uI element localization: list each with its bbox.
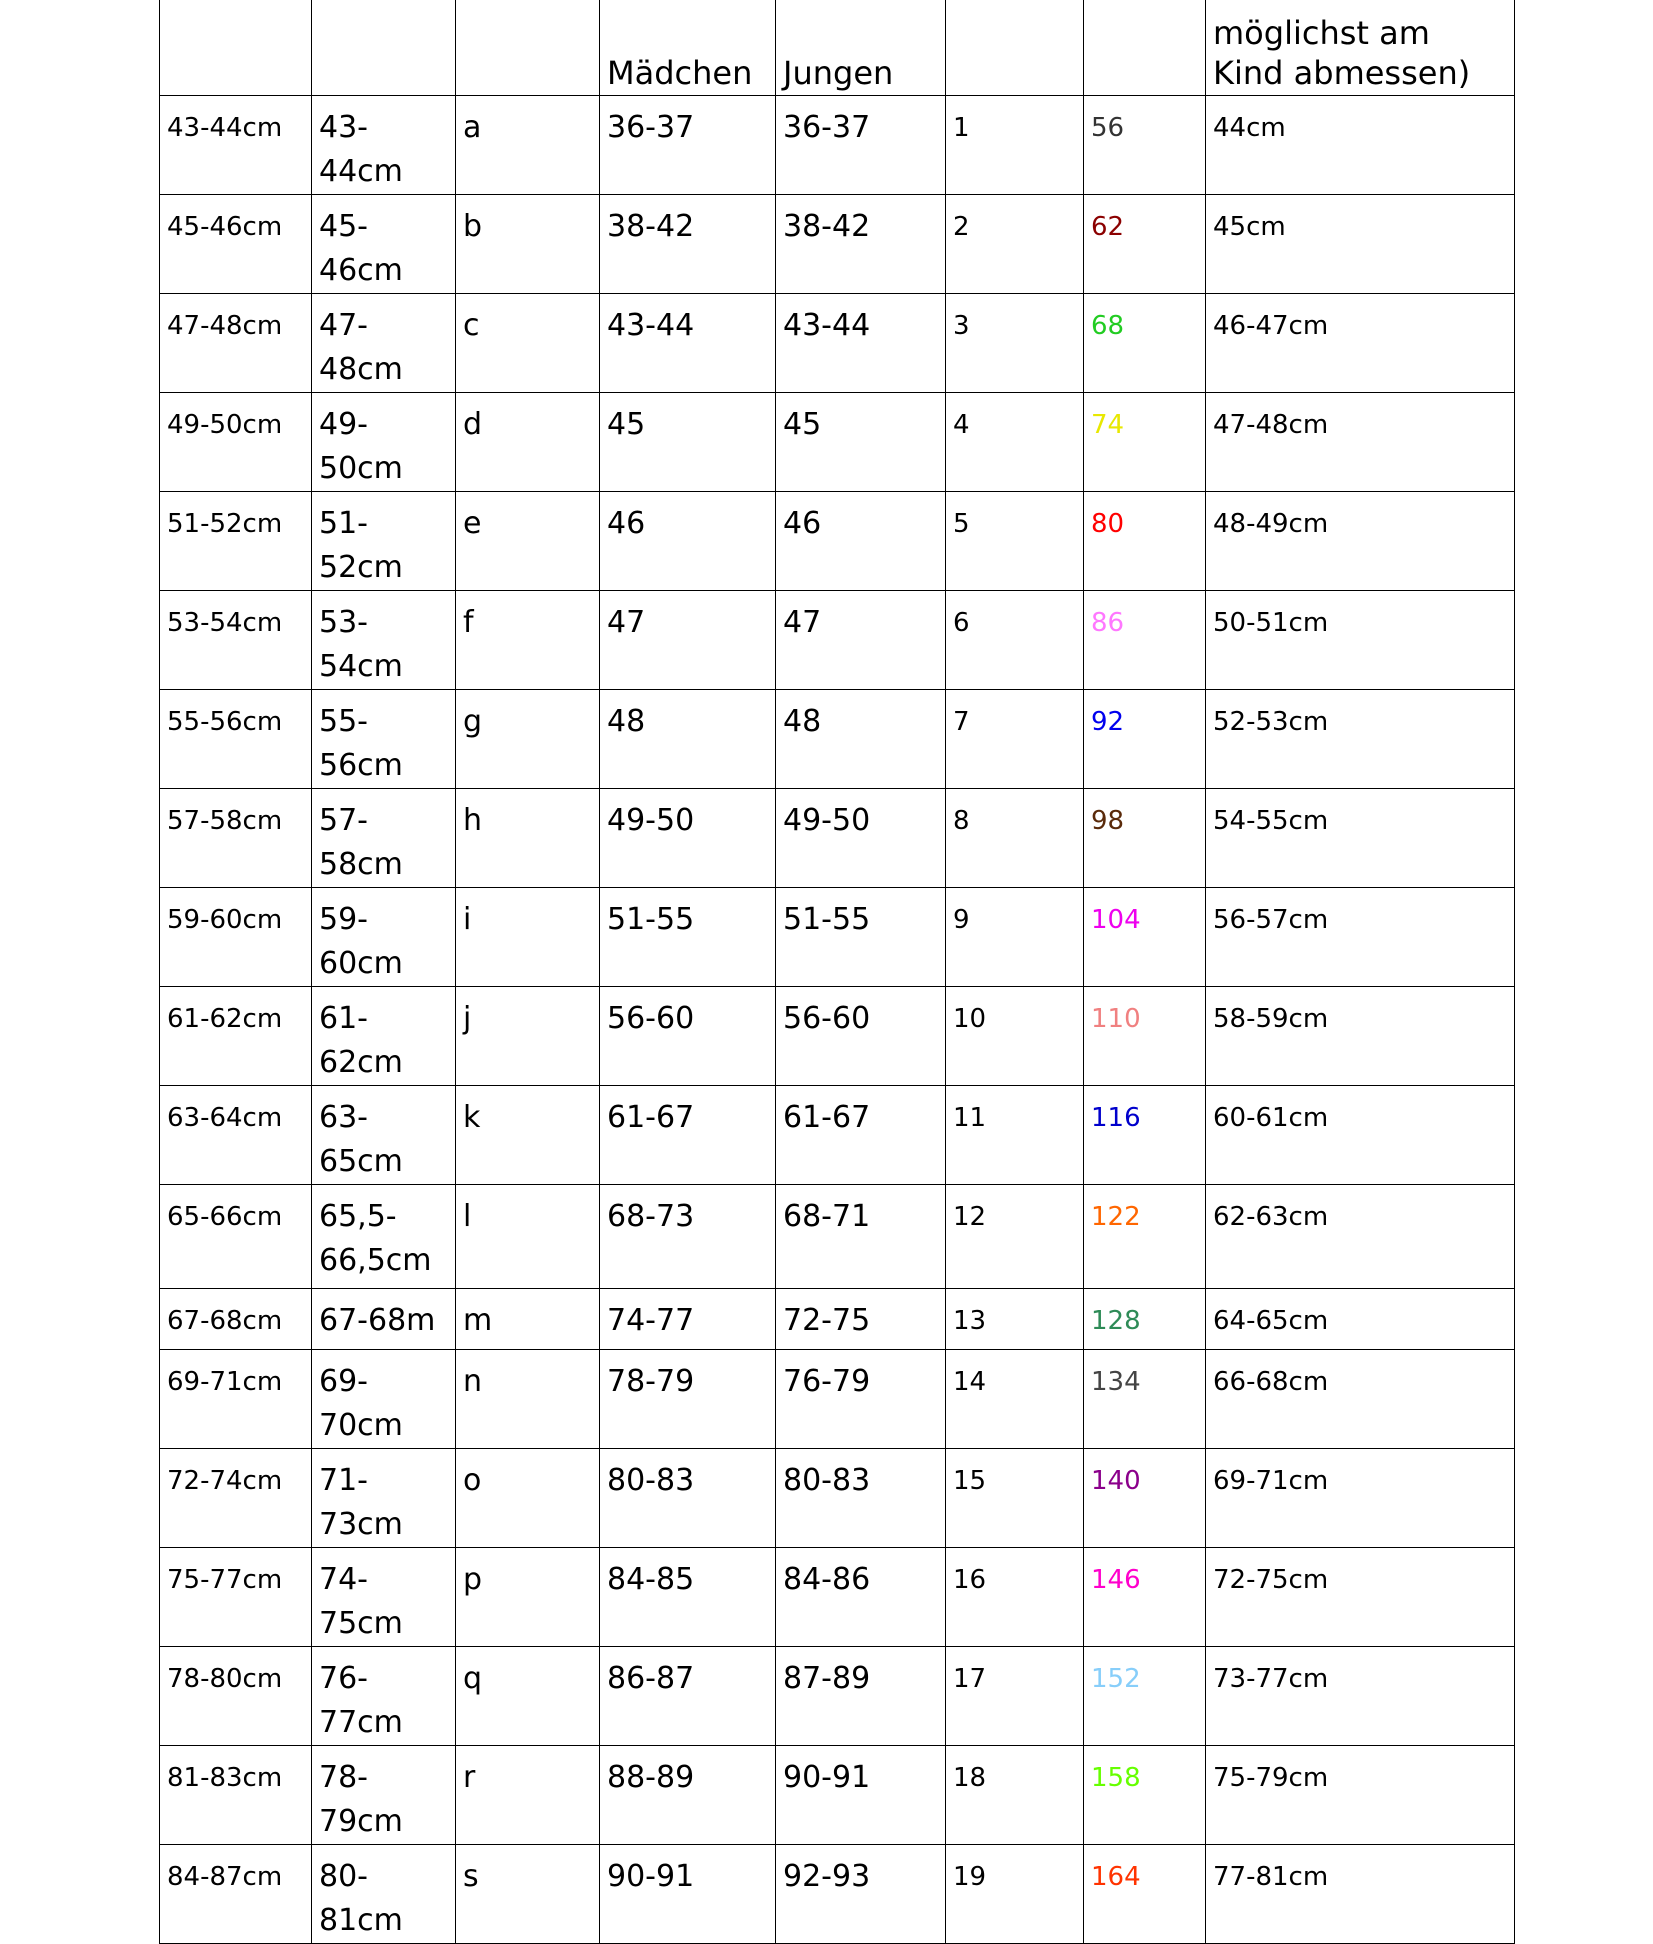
- table-cell-col7: 56: [1084, 96, 1206, 195]
- table-cell-col6: 1: [946, 96, 1084, 195]
- table-cell-col7: 152: [1084, 1647, 1206, 1746]
- table-cell-col3: b: [456, 195, 600, 294]
- header-cell-8: möglichst am Kind abmessen): [1206, 0, 1515, 96]
- table-cell-col7: 62: [1084, 195, 1206, 294]
- table-cell-col7: 128: [1084, 1289, 1206, 1350]
- table-cell-col1: 43-44cm: [160, 96, 312, 195]
- table-cell-col3: a: [456, 96, 600, 195]
- table-cell-col3: e: [456, 492, 600, 591]
- table-cell-col7: 134: [1084, 1350, 1206, 1449]
- table-row: [160, 492, 1515, 591]
- table-cell-col3: n: [456, 1350, 600, 1449]
- header-cell-2: [312, 0, 456, 96]
- table-cell-col6: 7: [946, 690, 1084, 789]
- header-cell-7: [1084, 0, 1206, 96]
- table-cell-col1: 67-68cm: [160, 1289, 312, 1350]
- table-cell-col2: 63-65cm: [312, 1086, 456, 1185]
- table-cell-col7: 122: [1084, 1185, 1206, 1289]
- table-cell-col7: 86: [1084, 591, 1206, 690]
- table-cell-col5: 61-67: [776, 1086, 946, 1185]
- table-cell-col3: i: [456, 888, 600, 987]
- table-cell-col8: 56-57cm: [1206, 888, 1515, 987]
- size-chart-sheet: [159, 0, 1514, 1944]
- table-cell-col8: 69-71cm: [1206, 1449, 1515, 1548]
- table-cell-col2: 43-44cm: [312, 96, 456, 195]
- table-cell-col6: 15: [946, 1449, 1084, 1548]
- table-cell-col5: 92-93: [776, 1845, 946, 1944]
- table-row: [160, 1746, 1515, 1845]
- table-cell-col7: 140: [1084, 1449, 1206, 1548]
- table-cell-col6: 11: [946, 1086, 1084, 1185]
- table-cell-col2: 65,5-66,5cm: [312, 1185, 456, 1289]
- table-cell-col7: 92: [1084, 690, 1206, 789]
- table-cell-col7: 146: [1084, 1548, 1206, 1647]
- table-cell-col2: 74-75cm: [312, 1548, 456, 1647]
- header-cell-1: [160, 0, 312, 96]
- table-cell-col5: 90-91: [776, 1746, 946, 1845]
- table-cell-col8: 66-68cm: [1206, 1350, 1515, 1449]
- table-cell-col5: 47: [776, 591, 946, 690]
- table-cell-col6: 13: [946, 1289, 1084, 1350]
- table-cell-col6: 19: [946, 1845, 1084, 1944]
- table-cell-col7: 158: [1084, 1746, 1206, 1845]
- table-cell-col3: j: [456, 987, 600, 1086]
- table-cell-col4: 38-42: [600, 195, 776, 294]
- table-cell-col3: k: [456, 1086, 600, 1185]
- table-cell-col2: 57-58cm: [312, 789, 456, 888]
- table-cell-col1: 72-74cm: [160, 1449, 312, 1548]
- table-cell-col7: 74: [1084, 393, 1206, 492]
- table-cell-col3: d: [456, 393, 600, 492]
- table-row: [160, 690, 1515, 789]
- table-cell-col1: 59-60cm: [160, 888, 312, 987]
- table-cell-col5: 56-60: [776, 987, 946, 1086]
- table-cell-col1: 78-80cm: [160, 1647, 312, 1746]
- table-cell-col7: 104: [1084, 888, 1206, 987]
- table-cell-col2: 51-52cm: [312, 492, 456, 591]
- table-cell-col3: m: [456, 1289, 600, 1350]
- table-cell-col6: 10: [946, 987, 1084, 1086]
- table-row: [160, 1449, 1515, 1548]
- table-cell-col5: 72-75: [776, 1289, 946, 1350]
- table-cell-col6: 18: [946, 1746, 1084, 1845]
- table-cell-col8: 77-81cm: [1206, 1845, 1515, 1944]
- table-cell-col4: 78-79: [600, 1350, 776, 1449]
- table-cell-col8: 73-77cm: [1206, 1647, 1515, 1746]
- table-cell-col1: 65-66cm: [160, 1185, 312, 1289]
- table-cell-col3: c: [456, 294, 600, 393]
- size-table: [159, 0, 1515, 1944]
- table-cell-col1: 84-87cm: [160, 1845, 312, 1944]
- table-cell-col5: 46: [776, 492, 946, 591]
- table-cell-col2: 80-81cm: [312, 1845, 456, 1944]
- table-cell-col8: 48-49cm: [1206, 492, 1515, 591]
- table-cell-col8: 54-55cm: [1206, 789, 1515, 888]
- table-row: [160, 1350, 1515, 1449]
- header-cell-jungen: Jungen: [776, 0, 946, 96]
- table-cell-col1: 63-64cm: [160, 1086, 312, 1185]
- table-row: [160, 1548, 1515, 1647]
- table-cell-col8: 52-53cm: [1206, 690, 1515, 789]
- table-cell-col4: 74-77: [600, 1289, 776, 1350]
- table-cell-col8: 50-51cm: [1206, 591, 1515, 690]
- table-row: [160, 1289, 1515, 1350]
- table-row: [160, 195, 1515, 294]
- table-cell-col4: 51-55: [600, 888, 776, 987]
- table-cell-col2: 55-56cm: [312, 690, 456, 789]
- table-cell-col3: q: [456, 1647, 600, 1746]
- table-cell-col2: 61-62cm: [312, 987, 456, 1086]
- table-cell-col3: f: [456, 591, 600, 690]
- table-row: [160, 591, 1515, 690]
- table-cell-col2: 45-46cm: [312, 195, 456, 294]
- table-cell-col5: 80-83: [776, 1449, 946, 1548]
- table-cell-col2: 59-60cm: [312, 888, 456, 987]
- table-body: [160, 0, 1515, 1944]
- table-cell-col2: 49-50cm: [312, 393, 456, 492]
- table-cell-col4: 47: [600, 591, 776, 690]
- table-cell-col3: h: [456, 789, 600, 888]
- table-cell-col4: 88-89: [600, 1746, 776, 1845]
- table-cell-col6: 2: [946, 195, 1084, 294]
- table-cell-col8: 62-63cm: [1206, 1185, 1515, 1289]
- table-row: [160, 393, 1515, 492]
- table-cell-col7: 116: [1084, 1086, 1206, 1185]
- table-cell-col4: 48: [600, 690, 776, 789]
- table-cell-col4: 90-91: [600, 1845, 776, 1944]
- table-cell-col3: s: [456, 1845, 600, 1944]
- table-cell-col5: 45: [776, 393, 946, 492]
- table-cell-col8: 46-47cm: [1206, 294, 1515, 393]
- table-cell-col6: 14: [946, 1350, 1084, 1449]
- table-cell-col5: 84-86: [776, 1548, 946, 1647]
- header-cell-maedchen: Mädchen: [600, 0, 776, 96]
- table-cell-col4: 68-73: [600, 1185, 776, 1289]
- table-cell-col6: 3: [946, 294, 1084, 393]
- table-cell-col5: 87-89: [776, 1647, 946, 1746]
- table-cell-col2: 76-77cm: [312, 1647, 456, 1746]
- table-row: [160, 1086, 1515, 1185]
- table-cell-col1: 47-48cm: [160, 294, 312, 393]
- table-cell-col5: 48: [776, 690, 946, 789]
- table-cell-col7: 98: [1084, 789, 1206, 888]
- table-cell-col4: 84-85: [600, 1548, 776, 1647]
- table-cell-col5: 68-71: [776, 1185, 946, 1289]
- table-cell-col4: 36-37: [600, 96, 776, 195]
- table-cell-col3: r: [456, 1746, 600, 1845]
- table-cell-col4: 80-83: [600, 1449, 776, 1548]
- table-cell-col4: 43-44: [600, 294, 776, 393]
- table-cell-col7: 164: [1084, 1845, 1206, 1944]
- table-cell-col6: 5: [946, 492, 1084, 591]
- table-cell-col4: 45: [600, 393, 776, 492]
- table-cell-col2: 71-73cm: [312, 1449, 456, 1548]
- table-cell-col2: 69-70cm: [312, 1350, 456, 1449]
- table-cell-col1: 53-54cm: [160, 591, 312, 690]
- table-cell-col6: 12: [946, 1185, 1084, 1289]
- table-cell-col7: 80: [1084, 492, 1206, 591]
- table-cell-col2: 78-79cm: [312, 1746, 456, 1845]
- table-cell-col8: 64-65cm: [1206, 1289, 1515, 1350]
- table-row: [160, 96, 1515, 195]
- table-row: [160, 294, 1515, 393]
- table-cell-col6: 16: [946, 1548, 1084, 1647]
- header-row: [160, 0, 1515, 96]
- table-cell-col7: 68: [1084, 294, 1206, 393]
- header-cell-3: [456, 0, 600, 96]
- table-cell-col3: g: [456, 690, 600, 789]
- table-cell-col3: l: [456, 1185, 600, 1289]
- table-cell-col5: 76-79: [776, 1350, 946, 1449]
- table-cell-col1: 69-71cm: [160, 1350, 312, 1449]
- table-row: [160, 888, 1515, 987]
- table-cell-col3: p: [456, 1548, 600, 1647]
- table-cell-col5: 49-50: [776, 789, 946, 888]
- table-cell-col1: 57-58cm: [160, 789, 312, 888]
- table-row: [160, 789, 1515, 888]
- table-cell-col4: 61-67: [600, 1086, 776, 1185]
- table-cell-col4: 56-60: [600, 987, 776, 1086]
- table-cell-col1: 45-46cm: [160, 195, 312, 294]
- table-cell-col4: 86-87: [600, 1647, 776, 1746]
- table-cell-col6: 6: [946, 591, 1084, 690]
- table-cell-col1: 55-56cm: [160, 690, 312, 789]
- table-cell-col1: 81-83cm: [160, 1746, 312, 1845]
- table-cell-col2: 67-68m: [312, 1289, 456, 1350]
- table-cell-col6: 9: [946, 888, 1084, 987]
- table-cell-col8: 44cm: [1206, 96, 1515, 195]
- table-cell-col8: 72-75cm: [1206, 1548, 1515, 1647]
- table-cell-col5: 51-55: [776, 888, 946, 987]
- table-row: [160, 1647, 1515, 1746]
- table-cell-col8: 47-48cm: [1206, 393, 1515, 492]
- table-cell-col1: 49-50cm: [160, 393, 312, 492]
- table-cell-col5: 38-42: [776, 195, 946, 294]
- table-row: [160, 1845, 1515, 1944]
- table-cell-col6: 4: [946, 393, 1084, 492]
- table-cell-col8: 60-61cm: [1206, 1086, 1515, 1185]
- table-cell-col8: 75-79cm: [1206, 1746, 1515, 1845]
- table-cell-col1: 75-77cm: [160, 1548, 312, 1647]
- table-cell-col6: 8: [946, 789, 1084, 888]
- table-row: [160, 987, 1515, 1086]
- table-cell-col1: 61-62cm: [160, 987, 312, 1086]
- table-cell-col8: 58-59cm: [1206, 987, 1515, 1086]
- table-cell-col2: 47-48cm: [312, 294, 456, 393]
- table-row: [160, 1185, 1515, 1289]
- table-cell-col8: 45cm: [1206, 195, 1515, 294]
- table-cell-col3: o: [456, 1449, 600, 1548]
- table-cell-col4: 49-50: [600, 789, 776, 888]
- table-cell-col5: 43-44: [776, 294, 946, 393]
- table-cell-col7: 110: [1084, 987, 1206, 1086]
- table-cell-col4: 46: [600, 492, 776, 591]
- table-cell-col1: 51-52cm: [160, 492, 312, 591]
- table-cell-col2: 53-54cm: [312, 591, 456, 690]
- header-cell-6: [946, 0, 1084, 96]
- table-cell-col6: 17: [946, 1647, 1084, 1746]
- table-cell-col5: 36-37: [776, 96, 946, 195]
